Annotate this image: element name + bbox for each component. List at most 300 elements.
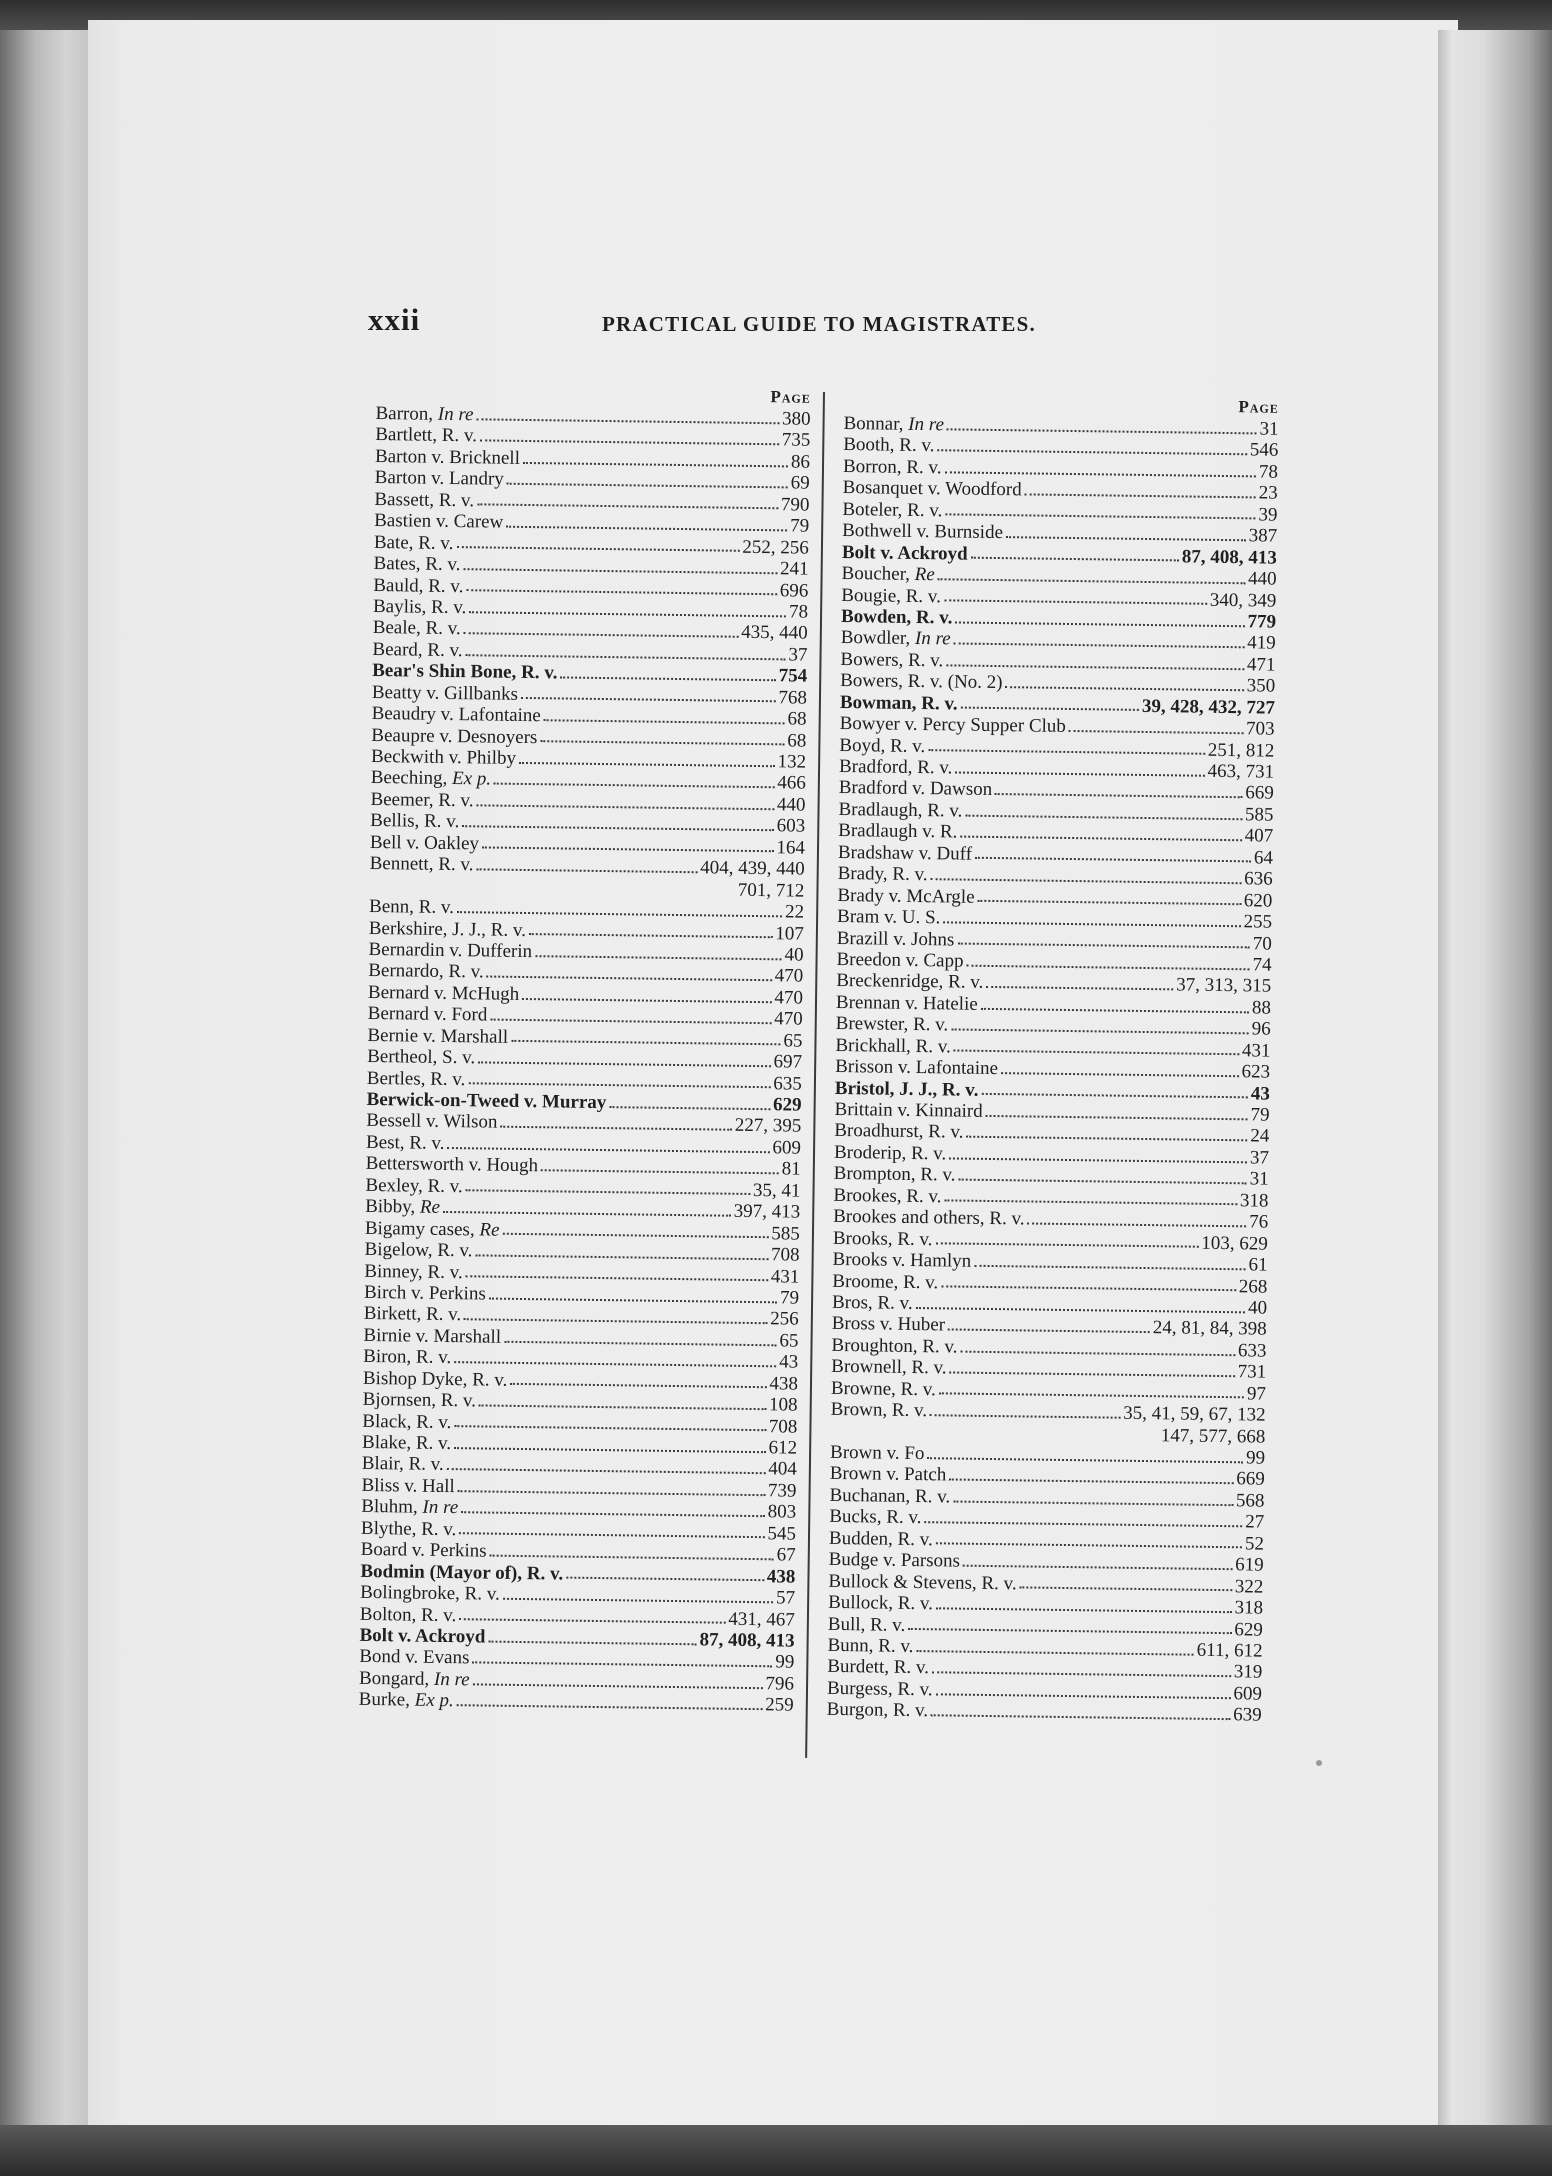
- case-title: Bradlaugh v. R.: [838, 820, 958, 843]
- case-title: Bradford v. Dawson: [838, 777, 993, 801]
- case-title: Burdett, R. v.: [827, 1656, 930, 1679]
- case-title: Brewster, R. v.: [835, 1013, 949, 1036]
- case-title: Bram v. U. S.: [836, 906, 941, 929]
- dot-leader: [469, 611, 786, 617]
- case-title: Brazill v. Johns: [836, 927, 955, 950]
- case-name: [374, 510, 503, 533]
- case-name: [371, 746, 516, 769]
- case-title: Bluhm,: [361, 1496, 423, 1519]
- dot-leader: [946, 664, 1244, 670]
- case-name: [831, 1335, 957, 1358]
- page-references: 64: [1253, 847, 1274, 869]
- case-title: Beckwith v. Philby: [370, 745, 517, 769]
- case-title: Bougie, R. v.: [841, 584, 942, 607]
- case-title: Brady, R. v.: [837, 863, 928, 886]
- case-name: [834, 1142, 947, 1165]
- dot-leader: [468, 1083, 770, 1089]
- dot-leader: [930, 878, 1241, 884]
- page-references: 68: [787, 729, 807, 752]
- case-name: [361, 1518, 457, 1541]
- binding-edge: [0, 30, 88, 2155]
- case-name: [831, 1356, 947, 1379]
- case-title: Beale, R. v.: [372, 617, 461, 640]
- case-name: [363, 1346, 451, 1369]
- dot-leader: [932, 1671, 1231, 1677]
- dot-leader: [1069, 730, 1243, 734]
- case-name: [836, 970, 983, 993]
- dot-leader: [966, 964, 1249, 970]
- case-title: Beaudry v. Lafontaine: [371, 703, 541, 727]
- page-references: 259: [765, 1694, 794, 1716]
- page-references: 609: [1233, 1683, 1263, 1705]
- case-title: Bastien v. Carew: [374, 510, 504, 533]
- dot-leader: [975, 857, 1251, 863]
- page-references: 252, 256: [742, 536, 809, 559]
- case-name: [827, 1656, 929, 1679]
- dot-leader: [955, 621, 1244, 627]
- case-title: Beeching,: [370, 767, 453, 790]
- case-name: [373, 574, 463, 597]
- dot-leader: [948, 1329, 1150, 1334]
- case-title: Biron, R. v.: [363, 1346, 452, 1369]
- page-references: 470: [774, 1008, 803, 1030]
- page-references: 431: [1241, 1039, 1271, 1062]
- case-name: [363, 1389, 477, 1412]
- case-title: Bauld, R. v.: [373, 574, 464, 597]
- page-references: 397, 413: [733, 1200, 801, 1223]
- case-qualifier: In re: [908, 413, 945, 436]
- dot-leader: [954, 643, 1245, 649]
- case-title: Bernard v. McHugh: [367, 981, 520, 1005]
- case-name: [832, 1249, 971, 1272]
- page-references: 79: [1250, 1104, 1270, 1126]
- page-references: 431: [770, 1265, 800, 1288]
- case-name: [361, 1539, 487, 1562]
- dot-leader: [927, 1457, 1243, 1463]
- case-title: Budden, R. v.: [828, 1527, 933, 1551]
- case-title: Bowers, R. v. (No. 2): [840, 670, 1003, 694]
- entry-list: [827, 413, 1279, 1726]
- case-title: Bull, R. v.: [827, 1613, 906, 1636]
- case-name: [359, 1668, 470, 1691]
- case-name: [837, 927, 955, 950]
- case-name: [367, 1046, 475, 1069]
- dot-leader: [457, 1704, 763, 1710]
- dot-leader: [461, 1511, 765, 1517]
- case-title: Brady v. McArgle: [837, 884, 975, 908]
- case-name: [828, 1571, 1017, 1595]
- page-references: 31: [1259, 418, 1279, 440]
- case-name: [842, 499, 942, 522]
- case-title: Boyd, R. v.: [839, 734, 926, 757]
- dot-leader: [480, 440, 779, 446]
- dot-leader: [476, 804, 773, 810]
- case-title: Brooks, R. v.: [832, 1227, 933, 1250]
- case-title: Burgess, R. v.: [826, 1677, 933, 1701]
- page-references: 612: [768, 1437, 798, 1459]
- case-title: Broome, R. v.: [832, 1270, 939, 1293]
- dot-leader: [488, 1640, 696, 1645]
- dot-leader: [477, 504, 778, 510]
- dot-leader: [454, 1447, 765, 1453]
- case-name: [367, 1025, 508, 1048]
- dot-leader: [833, 1435, 1157, 1439]
- dot-leader: [954, 1050, 1239, 1056]
- page-references: 636: [1244, 868, 1273, 890]
- case-name: [843, 477, 1022, 501]
- case-name: [842, 520, 1003, 544]
- case-title: Borron, R. v.: [842, 455, 942, 479]
- page-references: 96: [1251, 1018, 1271, 1040]
- dot-leader: [502, 1233, 768, 1238]
- case-name: [372, 639, 462, 662]
- dot-leader: [981, 1093, 1247, 1098]
- page-references: 708: [768, 1415, 798, 1438]
- page-references: 227, 395: [734, 1115, 802, 1138]
- case-name: [373, 617, 461, 640]
- case-name: [838, 863, 928, 886]
- index-column-left: [359, 381, 811, 1716]
- page-references: 380: [781, 408, 811, 430]
- case-title: Bernie v. Marshall: [367, 1024, 509, 1048]
- dot-leader: [560, 676, 775, 681]
- case-title: Bell v. Oakley: [369, 831, 480, 855]
- page-references: 603: [776, 815, 806, 837]
- case-title: Best, R. v.: [365, 1131, 445, 1154]
- dot-leader: [938, 578, 1245, 584]
- case-title: Barton v. Bricknell: [374, 445, 521, 469]
- case-name: [840, 649, 943, 672]
- dot-leader: [500, 1126, 731, 1131]
- case-name: [363, 1368, 508, 1391]
- case-title: Budge v. Parsons: [828, 1549, 961, 1572]
- page-references: 623: [1241, 1061, 1271, 1083]
- dot-leader: [995, 793, 1242, 798]
- page-references: 241: [779, 558, 809, 580]
- case-name: [840, 713, 1066, 737]
- page-references: 609: [772, 1137, 802, 1159]
- page-references: 40: [1247, 1297, 1268, 1319]
- dot-leader: [936, 1543, 1242, 1549]
- running-head: PRACTICAL GUIDE TO MAGISTRATES.: [602, 312, 1036, 336]
- dot-leader: [472, 1661, 772, 1667]
- case-name: [375, 467, 504, 490]
- page-references: 319: [1233, 1661, 1263, 1683]
- case-name: [365, 1218, 500, 1241]
- dot-leader: [986, 1115, 1248, 1120]
- case-name: [838, 820, 957, 843]
- page-references: 103, 629: [1201, 1232, 1269, 1255]
- dot-leader: [935, 1243, 1198, 1248]
- dot-leader: [544, 719, 785, 724]
- dot-leader: [490, 1019, 771, 1025]
- case-title: Beatty v. Gillbanks: [371, 681, 519, 705]
- case-name: [370, 853, 474, 876]
- dot-leader: [1001, 1072, 1239, 1077]
- case-name: [829, 1549, 961, 1572]
- case-name: [832, 1270, 938, 1293]
- case-name: [834, 1099, 982, 1122]
- case-name: [834, 1163, 956, 1186]
- dot-leader: [447, 1147, 769, 1153]
- case-name: [367, 1068, 466, 1091]
- dot-leader: [944, 471, 1255, 477]
- dot-leader: [908, 1628, 1231, 1634]
- case-name: [363, 1325, 501, 1348]
- dot-leader: [945, 514, 1255, 520]
- case-name: [831, 1399, 928, 1422]
- case-title: Breckenridge, R. v.: [836, 970, 984, 994]
- case-qualifier: Re: [914, 564, 935, 586]
- case-title: Bothwell v. Burnside: [842, 520, 1004, 544]
- dot-leader: [949, 1479, 1233, 1485]
- page-references: 268: [1238, 1275, 1268, 1298]
- page-column-heading: Page: [1238, 397, 1279, 417]
- case-name: [841, 627, 951, 650]
- page-references: 350: [1246, 675, 1276, 697]
- dot-leader: [457, 911, 782, 917]
- case-title: Bucks, R. v.: [829, 1506, 922, 1529]
- page-references: 790: [780, 494, 810, 516]
- page-references: 256: [770, 1308, 799, 1330]
- case-name: [839, 777, 993, 800]
- case-name: [827, 1635, 913, 1658]
- case-name: [375, 403, 473, 426]
- dot-leader: [936, 1693, 1231, 1699]
- case-title: Beard, R. v.: [372, 638, 463, 661]
- case-title: Bowyer v. Percy Supper Club: [839, 713, 1066, 738]
- case-title: Bristol, J. J., R. v.: [834, 1077, 979, 1101]
- case-name: [833, 1185, 941, 1208]
- page-references: 735: [781, 429, 811, 452]
- case-title: Bolt v. Ackroyd: [359, 1624, 486, 1648]
- page-references: 470: [774, 987, 804, 1009]
- dot-leader: [466, 1190, 750, 1196]
- case-name: [830, 1442, 925, 1465]
- dot-leader: [490, 1554, 774, 1560]
- dot-leader: [476, 418, 779, 424]
- page-references: 318: [1239, 1190, 1269, 1212]
- dot-leader: [489, 1297, 777, 1303]
- dot-leader: [521, 697, 776, 702]
- page-references: 24, 81, 84, 398: [1152, 1317, 1267, 1340]
- case-name: [370, 789, 473, 812]
- dot-leader: [960, 836, 1241, 842]
- case-name: [837, 906, 941, 929]
- case-name: [370, 810, 459, 833]
- page-references: 431, 467: [728, 1608, 795, 1631]
- page-references: 708: [770, 1244, 800, 1266]
- page-references: 86: [790, 451, 811, 473]
- dot-leader: [443, 1211, 731, 1217]
- case-title: Bassett, R. v.: [374, 488, 475, 512]
- dot-leader: [503, 1598, 773, 1604]
- case-qualifier: Re: [479, 1219, 500, 1241]
- page-references: 24: [1250, 1125, 1270, 1148]
- case-name: [840, 670, 1003, 694]
- dot-leader: [953, 1500, 1233, 1506]
- case-title: Bertles, R. v.: [366, 1067, 466, 1090]
- page-references: 37: [1249, 1147, 1270, 1169]
- page-references: 78: [1258, 461, 1279, 483]
- case-title: Bongard,: [358, 1667, 435, 1690]
- page-references: 440: [776, 794, 806, 816]
- case-title: Birnie v. Marshall: [363, 1324, 502, 1348]
- case-name: [364, 1282, 486, 1305]
- case-name: [360, 1561, 563, 1585]
- case-title: Bessell v. Wilson: [366, 1110, 498, 1134]
- case-title: Bertheol, S. v.: [367, 1046, 476, 1069]
- dot-leader: [540, 740, 784, 745]
- page-references: 404: [768, 1458, 797, 1481]
- page-references: 803: [767, 1501, 797, 1523]
- dot-leader: [1006, 536, 1246, 541]
- page-references: 703: [1245, 718, 1275, 740]
- page-references: 65: [779, 1330, 799, 1352]
- dot-leader: [944, 600, 1207, 605]
- case-name: [362, 1453, 444, 1476]
- dot-leader: [947, 428, 1257, 434]
- case-name: [364, 1239, 472, 1262]
- case-title: Bonnar,: [843, 412, 909, 435]
- case-name: [372, 660, 558, 684]
- case-title: Bellis, R. v.: [370, 810, 460, 833]
- case-name: [361, 1496, 458, 1519]
- case-name: [829, 1528, 933, 1551]
- case-qualifier: Ex p.: [414, 1689, 454, 1712]
- case-title: Bigelow, R. v.: [364, 1238, 473, 1262]
- case-name: [839, 735, 925, 758]
- dot-leader: [958, 1179, 1246, 1185]
- dot-leader: [931, 1714, 1230, 1720]
- dot-leader: [937, 449, 1246, 455]
- case-title: Bishop Dyke, R. v.: [362, 1367, 508, 1391]
- case-title: Bradford, R. v.: [838, 755, 953, 779]
- page-references: 97: [1246, 1383, 1267, 1405]
- case-title: Bolingbroke, R. v.: [360, 1581, 500, 1605]
- dot-leader: [464, 1318, 767, 1324]
- case-name: [841, 563, 934, 586]
- page-references: 68: [787, 708, 807, 730]
- case-name: [366, 1132, 445, 1154]
- case-title: Bernardin v. Dufferin: [368, 938, 533, 963]
- page-references: 611, 612: [1196, 1639, 1263, 1662]
- dot-leader: [459, 1533, 764, 1539]
- case-title: Birkett, R. v.: [363, 1303, 462, 1326]
- dot-leader: [487, 976, 772, 982]
- case-title: Bate, R. v.: [373, 531, 454, 554]
- dot-leader: [541, 1169, 779, 1174]
- case-title: Bowman, R. v.: [839, 691, 958, 715]
- case-title: Buchanan, R. v.: [829, 1484, 951, 1508]
- page-references: 419: [1247, 632, 1276, 655]
- page-references: 65: [783, 1030, 803, 1052]
- page-references: 61: [1248, 1254, 1268, 1276]
- case-name: [843, 434, 934, 457]
- case-title: Beemer, R. v.: [370, 788, 474, 812]
- dot-leader: [916, 1650, 1193, 1656]
- page-references: 629: [772, 1094, 802, 1116]
- case-title: Barton v. Landry: [374, 467, 504, 490]
- page-references: 147, 577, 668: [1160, 1424, 1266, 1448]
- case-title: Bond v. Evans: [359, 1646, 470, 1669]
- page-references: 438: [766, 1565, 796, 1588]
- dot-leader: [447, 1468, 766, 1474]
- case-title: Burke,: [358, 1689, 415, 1711]
- dot-leader: [916, 1307, 1245, 1313]
- case-title: Brown v. Fo: [829, 1441, 925, 1465]
- page-references: 466: [777, 772, 806, 795]
- case-name: [366, 1089, 606, 1114]
- dot-leader: [1005, 686, 1243, 691]
- case-title: Bradlaugh, R. v.: [838, 798, 963, 822]
- page-references: 438: [769, 1372, 799, 1395]
- case-name: [368, 1003, 488, 1026]
- case-qualifier: In re: [914, 628, 951, 650]
- dot-leader: [566, 1577, 764, 1582]
- dot-leader: [458, 1490, 765, 1496]
- case-title: Bernard v. Ford: [367, 1003, 488, 1026]
- case-title: Brickhall, R. v.: [835, 1034, 951, 1058]
- dot-leader: [963, 1565, 1232, 1571]
- case-name: [360, 1603, 457, 1626]
- case-title: Bullock & Stevens, R. v.: [828, 1570, 1017, 1594]
- dot-leader: [507, 483, 788, 489]
- dot-leader: [951, 1028, 1248, 1034]
- case-name: [843, 456, 942, 479]
- page-references: 88: [1251, 997, 1272, 1019]
- page-references: 87, 408, 413: [699, 1629, 795, 1652]
- page-references: 629: [1234, 1618, 1263, 1641]
- case-name: [841, 606, 953, 629]
- case-name: [359, 1689, 454, 1712]
- page-references: 132: [777, 751, 807, 773]
- scan-background-bottom: [0, 2125, 1552, 2176]
- page-references: 387: [1248, 525, 1278, 547]
- case-title: Bliss v. Hall: [361, 1474, 455, 1498]
- case-title: Bunn, R. v.: [827, 1634, 914, 1657]
- case-title: Brooks v. Hamlyn: [832, 1248, 972, 1272]
- case-name: [842, 542, 968, 565]
- page-references: 39, 428, 432, 727: [1141, 695, 1276, 719]
- page-references: 69: [790, 472, 810, 494]
- page-references: 87, 408, 413: [1181, 546, 1277, 569]
- paper-speck: [1316, 1760, 1322, 1766]
- case-name: [359, 1646, 469, 1669]
- case-name: [362, 1410, 451, 1433]
- page-references: 585: [771, 1222, 801, 1245]
- dot-leader: [511, 1040, 780, 1046]
- page-references: 37: [788, 644, 808, 666]
- case-name: [366, 1153, 539, 1177]
- case-name: [836, 949, 963, 972]
- page-references: 70: [1252, 932, 1272, 955]
- page-references: 796: [765, 1673, 795, 1695]
- dot-leader: [1027, 1222, 1246, 1227]
- case-name: [827, 1699, 929, 1722]
- case-name: [833, 1206, 1025, 1230]
- page-references: 79: [779, 1287, 800, 1309]
- case-title: Blake, R. v.: [361, 1431, 452, 1455]
- dot-leader: [506, 526, 787, 532]
- case-name: [829, 1485, 950, 1508]
- dot-leader: [943, 921, 1240, 927]
- dot-leader: [939, 1393, 1244, 1399]
- case-title: Bernardo, R. v.: [368, 960, 484, 983]
- case-title: Baylis, R. v.: [372, 595, 467, 619]
- case-title: Blythe, R. v.: [360, 1517, 457, 1540]
- case-title: Broadhurst, R. v.: [834, 1120, 964, 1144]
